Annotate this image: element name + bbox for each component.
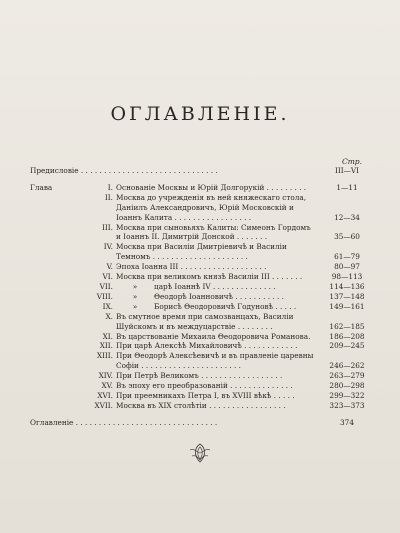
chapter-title: Москва при великомъ князѣ Василіи III bbox=[116, 272, 270, 282]
chapter-pages: 114—136 bbox=[329, 281, 365, 291]
chapter-pages: 35—60 bbox=[334, 232, 360, 242]
ditto-mark: » bbox=[132, 301, 138, 311]
fleuron-ornament-icon bbox=[188, 442, 212, 464]
dot-leader: . . . . . . . bbox=[272, 272, 303, 282]
chapter-title: Въ эпоху его преобразованій bbox=[116, 381, 228, 391]
chapter-title: царѣ Іоаннѣ IV bbox=[154, 281, 211, 291]
chapter-pages: 299—322 bbox=[329, 390, 365, 400]
contents-label: Оглавленіе bbox=[30, 417, 74, 427]
toc-chapter-row bbox=[30, 292, 374, 302]
chapter-number: IX. bbox=[102, 301, 113, 311]
page-title: ОГЛАВЛЕНІЕ. bbox=[110, 103, 290, 125]
dot-leader: . . . . . . . . . . . . bbox=[244, 341, 298, 351]
toc-chapter-continuation bbox=[30, 252, 374, 262]
chapter-title: Основаніе Москвы и Юрій Долгорукій bbox=[116, 182, 265, 192]
chapter-pages: 263—279 bbox=[329, 371, 365, 381]
chapter-title-continuation: Темномъ . . . . . . . . . . . . . . . . . . . . . bbox=[116, 252, 248, 262]
chapter-pages: 280—298 bbox=[329, 381, 365, 391]
toc-chapter-continuation bbox=[30, 361, 374, 371]
toc-chapter-row bbox=[30, 332, 374, 342]
chapter-title: При Петрѣ Великомъ bbox=[116, 371, 199, 381]
chapter-title: При царѣ Алексѣѣ Михайловичѣ bbox=[116, 341, 242, 351]
toc-chapter-row bbox=[30, 223, 374, 233]
chapter-number: XVII. bbox=[94, 400, 113, 410]
chapter-number: II. bbox=[104, 192, 113, 202]
chapter-number: XVI. bbox=[97, 390, 113, 400]
chapter-pages: 162—185 bbox=[329, 321, 365, 331]
chapter-pages: 12—34 bbox=[334, 212, 360, 222]
chapter-title: Москва до учрежденія въ ней княжескаго стола, bbox=[116, 192, 307, 202]
dot-leader: . . . . . . . . . . . . . . . . . . . bbox=[180, 262, 267, 272]
chapter-title: Борисѣ Θеодоровичѣ Годуновѣ bbox=[154, 301, 274, 311]
chapter-title-continuation: Даніилъ Александровичъ, Юрій Московскій и bbox=[116, 202, 294, 212]
chapter-pages: 80—97 bbox=[334, 262, 360, 272]
chapter-number: XII. bbox=[99, 341, 113, 351]
dot-leader: . . . . . . . . . . . . . . . . . . . . . . . . . . . . . . . bbox=[75, 417, 218, 427]
chapter-number: XV. bbox=[101, 381, 113, 391]
toc-chapter-row bbox=[30, 371, 374, 381]
chapter-number: VII. bbox=[99, 281, 113, 291]
chapter-pages: 98—113 bbox=[331, 272, 363, 282]
toc-chapter-row bbox=[30, 262, 374, 272]
chapter-pages: 149—161 bbox=[329, 301, 365, 311]
chapter-number: VI. bbox=[102, 272, 113, 282]
chapter-pages: 137—148 bbox=[329, 291, 365, 301]
chapter-pages: 186—208 bbox=[329, 331, 365, 341]
dot-leader: . . . . . . . . . . . . . . . . . . bbox=[201, 371, 283, 381]
chapter-pages: 61—79 bbox=[334, 252, 360, 262]
chapter-title: Эпоха Іоанна III bbox=[116, 262, 179, 272]
toc-chapter-row bbox=[30, 193, 374, 203]
chapter-title: Въ царствованіе Михаила Θеодоровича Романова. bbox=[116, 331, 311, 341]
chapter-title: Москва въ XIX столѣтіи bbox=[116, 400, 207, 410]
chapter-title-continuation: Софіи . . . . . . . . . . . . . . . . . . . . . . bbox=[116, 361, 241, 371]
chapter-title-continuation: Іоаннъ Калита . . . . . . . . . . . . . . . . . bbox=[116, 212, 252, 222]
preface-label: Предисловіе bbox=[30, 166, 79, 175]
toc-chapter-row bbox=[30, 391, 374, 401]
chapter-title: Въ смутное время при самозванцахъ, Василіи bbox=[116, 311, 294, 321]
dot-leader: . . . . . . . . . . . . . . . . . . . . . . . . . . . . . . bbox=[80, 166, 218, 175]
chapter-number: XI. bbox=[102, 331, 113, 341]
chapter-number: VIII. bbox=[96, 291, 113, 301]
dot-leader: . . . . . . . . . . . . . . bbox=[230, 381, 293, 391]
toc-chapter-row bbox=[30, 341, 374, 351]
chapter-pages: 1—11 bbox=[336, 182, 358, 192]
toc-chapter-row bbox=[30, 312, 374, 322]
chapter-number: X. bbox=[105, 311, 113, 321]
chapter-title-continuation: и Іоаннъ II. Димитрій Донской . . . . . . . bbox=[116, 232, 268, 242]
toc-chapter-row bbox=[30, 282, 374, 292]
toc-preface-row bbox=[30, 166, 374, 176]
dot-leader: . . . . . bbox=[273, 390, 295, 400]
toc-chapter-row bbox=[30, 242, 374, 252]
chapter-label: Глава bbox=[30, 182, 53, 192]
toc-chapter-continuation bbox=[30, 322, 374, 332]
toc-chapter-row bbox=[30, 381, 374, 391]
chapter-pages: 209—245 bbox=[329, 341, 365, 351]
dot-leader: . . . . . . . . . . . . . . . . . bbox=[209, 400, 286, 410]
toc-chapter-continuation bbox=[30, 203, 374, 213]
chapter-title: Москва при сыновьяхъ Калиты: Симеонъ Гордомъ bbox=[116, 222, 311, 232]
page-column-header: Стр. bbox=[341, 157, 362, 166]
chapter-number: XIII. bbox=[96, 351, 113, 361]
chapter-number: V. bbox=[106, 262, 113, 272]
dot-leader: . . . . . . . . . . . . . . bbox=[213, 281, 276, 291]
chapter-pages: 246—262 bbox=[329, 361, 365, 371]
chapter-number: IV. bbox=[103, 242, 113, 252]
dot-leader: . . . . . . . . . . . bbox=[235, 291, 284, 301]
toc-chapter-continuation bbox=[30, 232, 374, 242]
preface-pages: III—VI bbox=[334, 166, 360, 175]
chapter-title: Москва при Василіи Дмитріевичѣ и Василіи bbox=[116, 242, 287, 252]
toc-contents-row bbox=[30, 418, 374, 428]
chapter-title: При преемникахъ Петра I, въ XVIII вѣкѣ bbox=[116, 390, 272, 400]
toc-chapter-continuation bbox=[30, 213, 374, 223]
dot-leader: . . . . . bbox=[275, 301, 297, 311]
chapter-number: III. bbox=[102, 222, 113, 232]
ditto-mark: » bbox=[132, 281, 138, 291]
ditto-mark: » bbox=[132, 291, 138, 301]
toc-chapter-row bbox=[30, 302, 374, 312]
chapter-pages: 323—373 bbox=[329, 400, 365, 410]
contents-pages: 374 bbox=[340, 417, 354, 427]
toc-chapter-row bbox=[30, 401, 374, 411]
toc-chapter-row bbox=[30, 183, 374, 193]
toc-chapter-row bbox=[30, 272, 374, 282]
chapter-number: XIV. bbox=[98, 371, 113, 381]
chapter-title-continuation: Шуйскомъ и въ междуцарствіе . . . . . . . . bbox=[116, 321, 273, 331]
dot-leader: . . . . . . . . . bbox=[266, 182, 307, 192]
toc-chapter-row bbox=[30, 351, 374, 361]
chapter-number: I. bbox=[107, 182, 113, 192]
table-of-contents bbox=[30, 166, 374, 428]
chapter-title: При Θеодорѣ Алексѣевичѣ и въ правленіе царевны bbox=[116, 351, 314, 361]
chapter-title: Θеодорѣ Іоанновичѣ bbox=[154, 291, 233, 301]
